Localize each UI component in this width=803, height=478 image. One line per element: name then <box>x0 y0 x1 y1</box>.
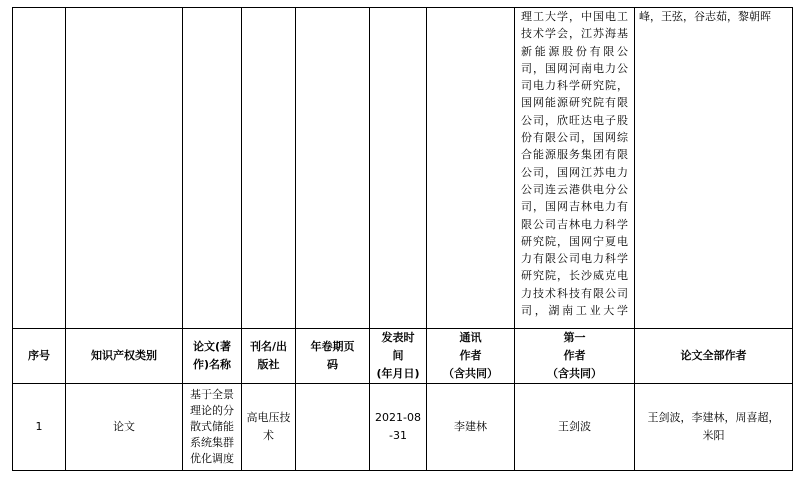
paper-table <box>12 7 793 471</box>
affiliations-cell <box>515 8 635 329</box>
cell-all-authors <box>635 384 793 471</box>
pub-date-line: 2021-08 <box>375 411 421 424</box>
header-journal-line: 版社 <box>257 358 280 371</box>
table-row <box>13 384 793 471</box>
affiliation-line: 公司连云港供电分公 <box>521 182 628 196</box>
paper-name-line: 基于全景 <box>190 388 234 401</box>
empty-cell <box>183 8 242 329</box>
pub-date-line: -31 <box>389 429 407 442</box>
header-journal <box>242 329 296 384</box>
affiliation-line: 公司，国网江苏电力 <box>521 165 628 179</box>
paper-name-line: 理论的分 <box>190 404 234 417</box>
header-volume-line: 年卷期页 <box>310 340 355 353</box>
header-seq <box>13 329 66 384</box>
paper-name-line: 优化调度 <box>190 452 234 465</box>
affiliation-line: 合能源服务集团有限 <box>521 148 628 162</box>
affiliation-line: 司电力科学研究院， <box>521 79 628 93</box>
header-paper-name-line: 作)名称 <box>192 358 232 371</box>
empty-cell <box>13 8 66 329</box>
affiliation-line: 研究院，国网宁夏电 <box>521 234 628 248</box>
cell-ip-type <box>66 384 183 471</box>
header-seq-label: 序号 <box>28 349 50 362</box>
header-journal-line: 刊名/出 <box>249 340 288 353</box>
affiliation-line: 司，国网吉林电力有 <box>521 200 628 214</box>
header-all-authors-label: 论文全部作者 <box>680 349 747 362</box>
affiliation-line: 理工大学，中国电工 <box>521 10 628 23</box>
affiliation-line: 份有限公司，国网综 <box>521 131 628 145</box>
header-row <box>13 329 793 384</box>
affiliation-line: 力技术科技有限公司 <box>521 286 628 300</box>
header-ip-type <box>66 329 183 384</box>
cell-pub-date <box>370 384 427 471</box>
affiliation-line: 技术学会，江苏海基 <box>521 27 628 41</box>
empty-cell <box>66 8 183 329</box>
cell-first-author <box>515 384 635 471</box>
affiliation-line: 限公司吉林电力科学 <box>521 217 628 231</box>
header-corresponding <box>427 329 515 384</box>
header-first-author <box>515 329 635 384</box>
cell-journal <box>242 384 296 471</box>
affiliation-line: 力有限公司电力科学 <box>521 252 628 266</box>
continued-row <box>13 8 793 329</box>
cell-seq <box>13 384 66 471</box>
header-volume-line: 码 <box>327 358 338 371</box>
affiliations-text <box>518 8 631 319</box>
header-pub-date <box>370 329 427 384</box>
journal-line: 高电压技 <box>246 411 291 424</box>
header-corresponding-line: 通讯 <box>459 331 482 344</box>
header-paper-name-line: 论文(著 <box>192 340 232 353</box>
header-all-authors <box>635 329 793 384</box>
header-pub-date-line: 间 <box>392 349 404 362</box>
affiliation-line: 研究院，长沙威克电 <box>521 269 628 283</box>
header-corresponding-line: （含共同） <box>443 367 498 380</box>
header-pub-date-line: 发表时 <box>381 331 415 344</box>
header-ip-type-label: 知识产权类别 <box>91 349 157 362</box>
all-authors-tail: 峰，王弦，谷志茹，黎朝晖 <box>639 10 771 23</box>
affiliation-line: 国网能源研究院有限 <box>521 96 628 110</box>
paper-name-line: 散式储能 <box>190 420 234 433</box>
header-first-author-line: 第一 <box>563 331 586 344</box>
empty-cell <box>370 8 427 329</box>
seq-value: 1 <box>35 420 43 433</box>
header-pub-date-line: (年月日) <box>376 367 420 380</box>
corresponding-author: 李建林 <box>454 420 487 433</box>
cell-corresponding <box>427 384 515 471</box>
all-authors-line: 米阳 <box>702 429 725 442</box>
affiliation-line: 司，湖南工业大学 <box>521 304 628 318</box>
header-first-author-line: （含共同） <box>547 367 602 380</box>
cell-volume <box>296 384 370 471</box>
all-authors-continued <box>635 8 793 329</box>
all-authors-line: 王剑波，李建林，周喜超， <box>647 411 780 424</box>
header-first-author-line: 作者 <box>563 349 586 362</box>
empty-cell <box>296 8 370 329</box>
cell-paper-name <box>183 384 242 471</box>
header-volume <box>296 329 370 384</box>
affiliation-line: 司，国网河南电力公 <box>521 61 628 75</box>
first-author: 王剑波 <box>558 420 591 433</box>
empty-cell <box>242 8 296 329</box>
ip-type-value: 论文 <box>113 420 135 433</box>
journal-line: 术 <box>263 429 274 442</box>
header-paper-name <box>183 329 242 384</box>
affiliation-line: 新能源股份有限公 <box>521 44 628 58</box>
header-corresponding-line: 作者 <box>459 349 482 362</box>
empty-cell <box>427 8 515 329</box>
paper-name-line: 系统集群 <box>190 436 234 449</box>
affiliation-line: 公司，欣旺达电子股 <box>521 113 628 127</box>
